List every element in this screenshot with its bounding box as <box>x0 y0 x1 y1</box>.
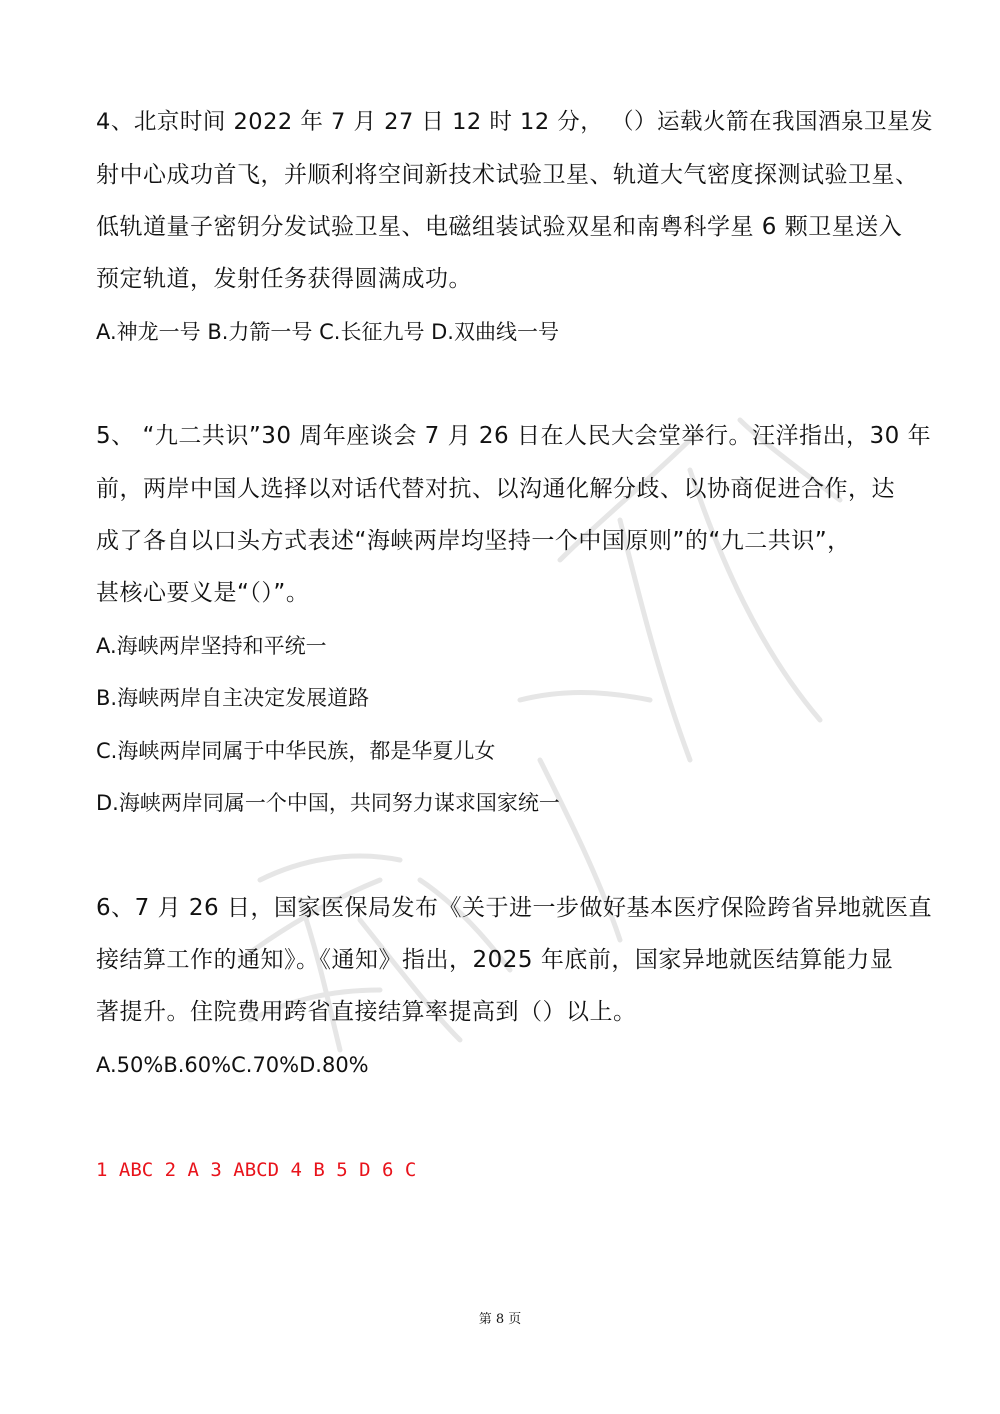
q4-options: A.神龙一号 B.力箭一号 C.长征九号 D.双曲线一号 <box>96 320 559 344</box>
page-number: 第 8 页 <box>478 1312 522 1327</box>
answer-key: 1 ABC 2 A 3 ABCD 4 B 5 D 6 C <box>96 1159 417 1181</box>
q5-line-4: 甚核心要义是“（）”。 <box>96 580 310 606</box>
q5-option-b: B.海峡两岸自主决定发展道路 <box>96 686 370 710</box>
q4-line-1: 4、北京时间 2022 年 7 月 27 日 12 时 12 分， （）运载火箭在我国酒泉卫星发 <box>96 109 933 135</box>
q5-option-d: D.海峡两岸同属一个中国，共同努力谋求国家统一 <box>96 791 560 815</box>
q5-line-1: 5、 “九二共识”30 周年座谈会 7 月 26 日在人民大会堂举行。汪洋指出，30 年 <box>96 423 932 449</box>
q6-options: A.50%B.60%C.70%D.80% <box>96 1053 369 1077</box>
q5-option-c: C.海峡两岸同属于中华民族，都是华夏儿女 <box>96 739 496 763</box>
q4-line-2: 射中心成功首飞，并顺利将空间新技术试验卫星、轨道大气密度探测试验卫星、 <box>96 162 919 188</box>
q4-line-4: 预定轨道，发射任务获得圆满成功。 <box>96 266 472 292</box>
q6-line-2: 接结算工作的通知》。《通知》指出，2025 年底前，国家异地就医结算能力显 <box>96 947 894 973</box>
q6-line-1: 6、7 月 26 日，国家医保局发布《关于进一步做好基本医疗保险跨省异地就医直 <box>96 895 932 921</box>
q4-line-3: 低轨道量子密钥分发试验卫星、电磁组装试验双星和南粤科学星 6 颗卫星送入 <box>96 214 903 240</box>
q5-line-3: 成了各自以口头方式表述“海峡两岸均坚持一个中国原则”的“九二共识”， <box>96 528 851 554</box>
q5-option-a: A.海峡两岸坚持和平统一 <box>96 634 327 658</box>
q6-line-3: 著提升。住院费用跨省直接结算率提高到（）以上。 <box>96 999 637 1025</box>
q5-line-2: 前，两岸中国人选择以对话代替对抗、以沟通化解分歧、以协商促进合作，达 <box>96 476 895 502</box>
